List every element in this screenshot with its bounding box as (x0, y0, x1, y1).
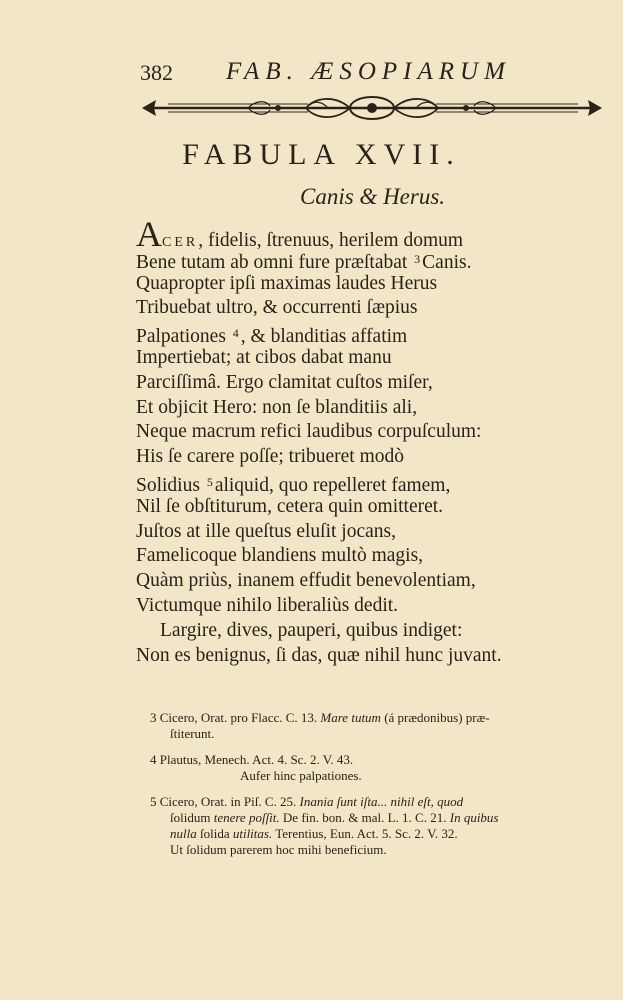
verse-line: His ſe carere poſſe; tribueret modò (136, 446, 405, 468)
running-head (0, 58, 623, 92)
footnote-3-continuation: ſtiterunt. (170, 726, 215, 741)
footnote-quote: Mare tutum (320, 710, 381, 725)
footnote-5-line-2 (150, 810, 620, 826)
footnote-5 (150, 794, 620, 810)
footnote-quote: tenere poſſit. (213, 810, 280, 825)
fable-verse (136, 214, 606, 668)
fable-subtitle: Canis & Herus. (300, 184, 446, 209)
small-caps-word: CER (162, 235, 199, 250)
verse-line: Tribuebat ultro, & occurrenti ſæpius (136, 297, 418, 319)
moral-line: Non es benignus, ſi das, quæ nihil hunc juvant. (136, 644, 502, 666)
verse-line: Quàm priùs, inanem effudit benevolentiam, (136, 570, 476, 592)
footnote-quote: In quibus (449, 810, 499, 825)
verse-line: Juſtos at ille queſtus eluſit jocans, (136, 520, 396, 542)
running-title: FAB. ÆSOPIARUM (226, 58, 511, 85)
floral-headpiece-icon (138, 92, 606, 124)
verse-line: Impertiebat; at cibos dabat manu (136, 346, 392, 368)
verse-text: Canis. (422, 251, 472, 273)
verse-line: Parciſſimâ. Ergo clamitat cuſtos miſer, (136, 371, 433, 393)
verse-text: Palpationes (136, 326, 226, 348)
footnote-text: ſolidum (170, 810, 211, 825)
footnote-text: 3 Cicero, Orat. pro Flacc. C. 13. (150, 710, 318, 725)
moral-line: Largire, dives, pauperi, quibus indiget: (160, 619, 463, 641)
footnote-text: De fin. bon. & mal. L. 1. C. 21. (282, 810, 447, 825)
drop-cap: A (136, 214, 162, 254)
footnote-mark: 5 (206, 474, 213, 489)
verse-line: Famelicoque blandiens multò magis, (136, 545, 424, 567)
footnote-4-quote: Aufer hinc palpationes. (240, 768, 362, 783)
verse-line (136, 214, 606, 254)
verse-line: Neque macrum refici laudibus corpuſculum: (136, 421, 482, 443)
verse-text: aliquid, quo repelleret famem, (214, 474, 451, 496)
verse-line: Quapropter ipſi maximas laudes Herus (136, 272, 438, 294)
fable-heading: FABULA XVII. (182, 138, 461, 171)
verse-text: , & blanditias affatim (240, 326, 408, 348)
verse-line (136, 470, 606, 495)
footnote-text: ſolida (199, 826, 230, 841)
verse-line: Et objicit Hero: non ſe blanditiis ali, (136, 396, 418, 418)
verse-line (136, 247, 606, 272)
verse-line (136, 321, 606, 346)
footnote-quote: Inania ſunt iſta... nihil eſt, quod (299, 794, 464, 809)
verse-text: Bene tutam ab omni fure præſtabat (136, 251, 408, 273)
footnote-quote: utilitas. (232, 826, 273, 841)
footnote-text: Terentius, Eun. Act. 5. Sc. 2. V. 32. (275, 826, 458, 841)
footnote-5-line-3 (150, 826, 620, 842)
verse-text: Solidius (136, 474, 200, 496)
verse-line: Victumque nihilo liberaliùs dedit. (136, 594, 399, 616)
footnote-3 (150, 710, 620, 726)
verse-line: Nil ſe obſtiturum, cetera quin omitteret. (136, 495, 444, 517)
page-number: 382 (140, 60, 173, 85)
footnote-4: 4 Plautus, Menech. Act. 4. Sc. 2. V. 43. (150, 752, 354, 767)
verse-text: , fidelis, ſtrenuus, herilem domum (198, 230, 464, 251)
footnote-mark: 3 (414, 251, 421, 266)
footnotes (150, 710, 620, 858)
footnote-quote: nulla (170, 826, 197, 841)
footnote-mark: 4 (232, 326, 239, 341)
footnote-text: (á prædonibus) præ- (384, 710, 490, 725)
footnote-5-line-4: Ut ſolidum parerem hoc mihi beneficium. (170, 842, 387, 857)
footnote-text: 5 Cicero, Orat. in Piſ. C. 25. (150, 794, 297, 809)
